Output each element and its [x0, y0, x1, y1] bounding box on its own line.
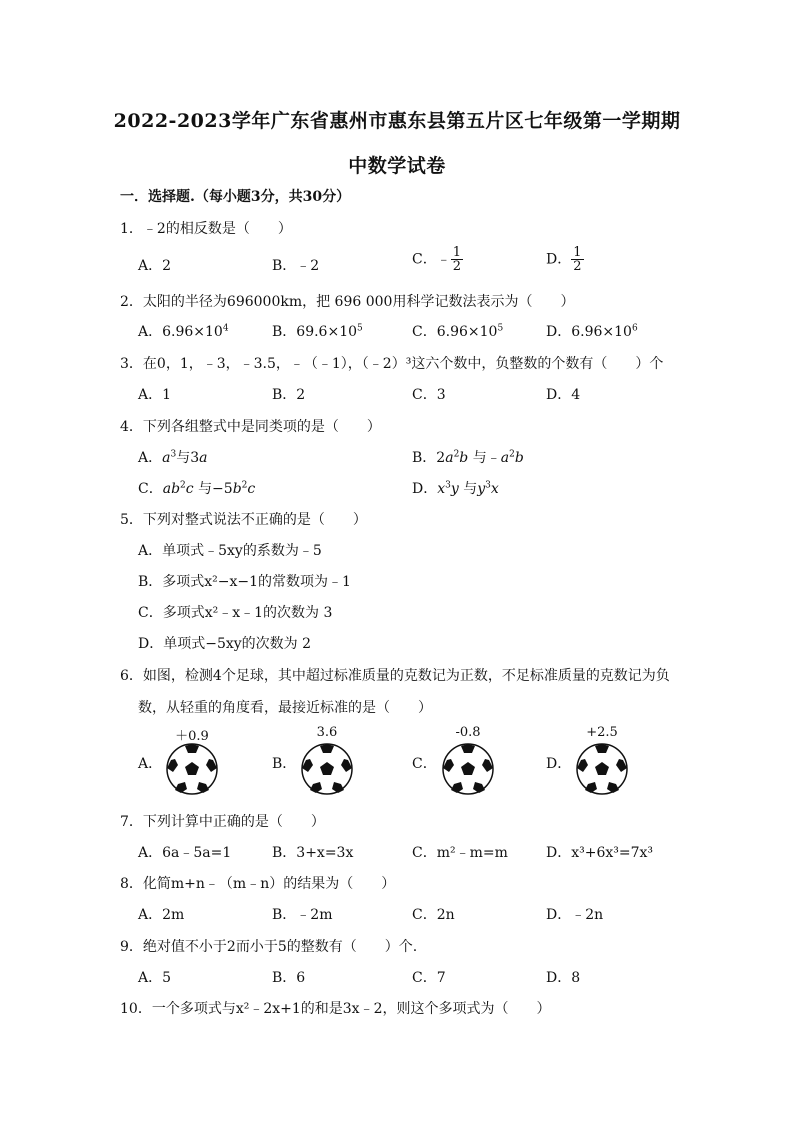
q4-option-b: B．$2a^2b$ 与$﹣a^2b$	[412, 449, 524, 466]
q1-option-b: B．﹣2	[272, 258, 320, 274]
q6-option-c: C．	[412, 756, 437, 772]
q6-option-d: D．	[546, 756, 572, 772]
question-10-stem: 10．一个多项式与x²﹣2x+1的和是3x﹣2，则这个多项式为（ ）	[120, 1001, 551, 1017]
question-7-stem: 7．下列计算中正确的是（ ）	[120, 814, 325, 830]
q8-option-d: D．﹣2n	[546, 907, 604, 923]
exam-title-line2: 中数学试卷	[348, 155, 446, 177]
q3-option-d: D．4	[546, 387, 581, 403]
q1-option-a: A．2	[138, 258, 172, 274]
q6-ball-b-label: 3.6	[316, 725, 338, 740]
soccer-ball-icon	[300, 742, 354, 796]
q6-option-a: A．	[138, 756, 163, 772]
soccer-ball-icon	[441, 742, 495, 796]
q4-option-a: A．$a^3$与3a	[138, 449, 208, 466]
question-9-stem: 9．绝对值不小于2而小于5的整数有（ ）个.	[120, 939, 418, 955]
q9-option-d: D．8	[546, 970, 581, 986]
section-heading: 一．选择题.（每小题3分，共30分）	[120, 189, 351, 205]
q7-option-d: D．x³+6x³=7x³	[546, 845, 654, 861]
q6-ball-c-label: -0.8	[455, 725, 481, 740]
q2-option-c: C．$6.96\times 10^5$	[412, 323, 504, 340]
soccer-ball-icon	[575, 742, 629, 796]
question-1-stem: 1．﹣2的相反数是（ ）	[120, 221, 292, 237]
q1-option-c	[412, 246, 463, 273]
q9-option-b: B．6	[272, 970, 306, 986]
q6-option-b: B．	[272, 756, 297, 772]
q7-option-a: A．6a﹣5a=1	[138, 845, 232, 861]
q6-ball-a-label: ＋0.9	[175, 729, 209, 744]
question-8-stem: 8．化简m+n﹣（m﹣n）的结果为（ ）	[120, 876, 396, 892]
q8-option-a: A．2m	[138, 907, 185, 923]
q2-option-d: D．$6.96\times 10^6$	[546, 323, 638, 340]
exam-title-line1: 2022-2023学年广东省惠州市惠东县第五片区七年级第一学期期	[113, 110, 681, 132]
question-2-stem: 2．太阳的半径为696000km，把 696 000用科学记数法表示为（ ）	[120, 294, 575, 310]
q3-option-b: B．2	[272, 387, 306, 403]
q1-option-d-fraction: $\frac{1}{2}$	[573, 245, 582, 274]
q9-option-a: A．5	[138, 970, 172, 986]
q5-option-c: C．多项式x²﹣x﹣1的次数为 3	[138, 605, 333, 621]
question-6-stem-line1: 6．如图，检测4个足球，其中超过标准质量的克数记为正数，不足标准质量的克数记为负	[120, 668, 670, 684]
q3-option-c: C．3	[412, 387, 446, 403]
question-3-stem: 3．在0，1，﹣3，﹣3.5，﹣（﹣1），（﹣2）³这六个数中，负整数的个数有（ ）个	[120, 356, 664, 372]
question-6-stem-line2: 数，从轻重的角度看，最接近标准的是（ ）	[138, 700, 432, 716]
q9-option-c: C．7	[412, 970, 446, 986]
q5-option-a: A．单项式﹣5xy的系数为﹣5	[138, 543, 322, 559]
q5-option-b: B．多项式x²−x−1的常数项为﹣1	[138, 574, 351, 590]
q3-option-a: A．1	[138, 387, 172, 403]
q6-ball-d-label: +2.5	[586, 725, 618, 740]
q4-option-d: D．$x^3y$ 与$y^3x$	[412, 480, 499, 497]
q7-option-c: C．m²﹣m=m	[412, 845, 508, 861]
q2-option-a: A．$6.96\times 10^4$	[138, 323, 229, 340]
q1-option-d-label: D．	[546, 251, 572, 268]
q5-option-d: D．单项式−5xy的次数为 2	[138, 636, 312, 652]
q1-option-d	[546, 246, 584, 273]
soccer-ball-icon	[165, 742, 219, 796]
question-5-stem: 5．下列对整式说法不正确的是（ ）	[120, 512, 367, 528]
q4-option-c: C．$ab^2c$ 与$-5b^2c$	[138, 480, 256, 497]
q7-option-b: B．3+x=3x	[272, 845, 354, 861]
q8-option-c: C．2n	[412, 907, 455, 923]
q8-option-b: B．﹣2m	[272, 907, 333, 923]
q1-option-c-label: C．﹣	[412, 251, 451, 268]
q1-option-c-fraction: $\frac{1}{2}$	[452, 245, 461, 274]
question-4-stem: 4．下列各组整式中是同类项的是（ ）	[120, 419, 381, 435]
q2-option-b: B．$69.6\times 10^5$	[272, 323, 363, 340]
